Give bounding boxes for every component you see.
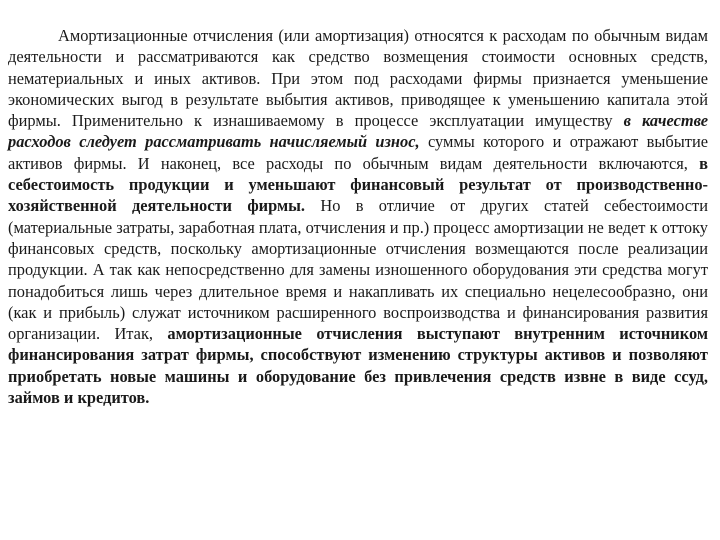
paragraph-text-regular-1: Амортизационные отчисления (или амортизация) относятся к расходам по обычным видам деятельности и рассматриваются как средство возмещения стоимости основных средств, нематериальных и иных активов. При этом под расходами фирмы признается уменьшение экономических выгод в результате выбытия активов, приводящее к уменьшению капитала этой фирмы. Применительно к изнашиваемому в процессе эксплуатации имуществу [8, 26, 708, 131]
body-paragraph [8, 25, 708, 408]
paragraph-text-regular-3: Но в отличие от других статей себестоимости (материальные затраты, заработная плата, отчисления и пр.) процесс амортизации не ведет к оттоку финансовых средств, поскольку амортизационные отчисления возмещаются после реализации продукции. А так как непосредственно для замены изношенного оборудования эти средства могут понадобиться лишь через длительное время и накапливать их специально нецелесообразно, они (как и прибыль) служат источником расширенного воспроизводства и финансирования развития организации. Итак, [8, 196, 708, 344]
document-text-block [8, 25, 708, 408]
paragraph-text-bold-italic: в качестве расходов следует рассматривать начисляемый износ, [8, 111, 708, 152]
paragraph-text-bold-1: в себестоимость продукции и уменьшают финансовый результат от производственно-хозяйственной деятельности фирмы. [8, 153, 708, 216]
paragraph-text-regular-2: суммы которого и отражают выбытие активов фирмы. И наконец, все расходы по обычным видам деятельности включаются, [8, 132, 708, 173]
paragraph-text-bold-2: амортизационные отчисления выступают внутренним источником финансирования затрат фирмы, способствуют изменению структуры активов и позволяют приобретать новые машины и оборудование без привлечения средств извне в виде ссуд, займов и кредитов. [8, 324, 708, 408]
